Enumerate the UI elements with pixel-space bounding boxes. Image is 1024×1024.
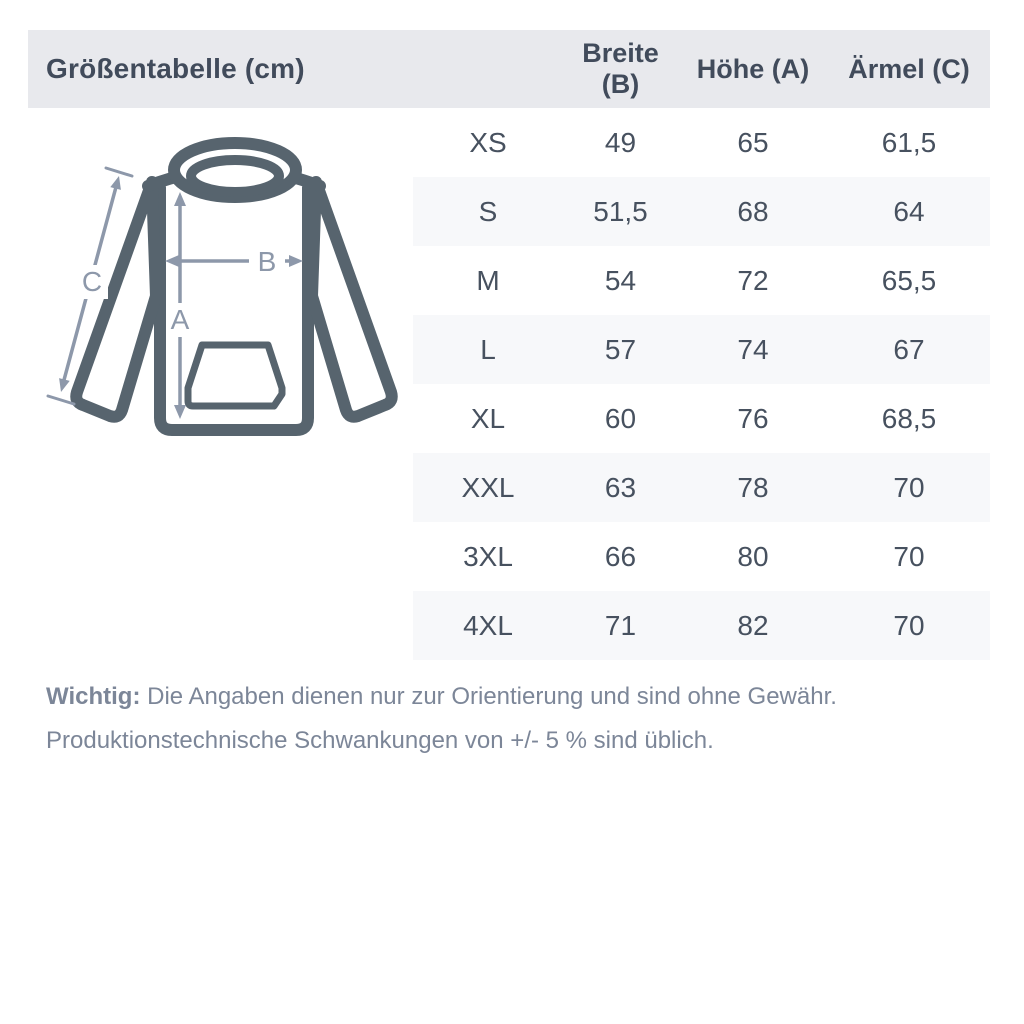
table-header-row <box>413 30 990 108</box>
disclaimer-line-2: Produktionstechnische Schwankungen von +/- 5 % sind üblich. <box>46 727 714 754</box>
arrowhead-c-bottom <box>59 378 70 392</box>
hoehe-cell: 82 <box>737 609 769 641</box>
table-row <box>413 177 990 246</box>
breite-cell: 71 <box>604 609 637 641</box>
breite-cell: 60 <box>604 402 637 434</box>
hoehe-cell: 65 <box>737 126 769 158</box>
breite-cell: 54 <box>604 264 637 296</box>
dimension-label-b: B <box>257 246 277 277</box>
breite-cell: 66 <box>604 540 637 572</box>
hoehe-cell: 78 <box>737 471 769 503</box>
size-cell: XL <box>470 402 506 434</box>
size-chart-sheet <box>28 30 990 990</box>
breite-cell: 49 <box>604 126 637 158</box>
breite-cell: 51,5 <box>593 195 648 227</box>
table-row <box>413 246 990 315</box>
hoodie-pocket <box>188 345 282 406</box>
table-row <box>413 384 990 453</box>
size-cell: S <box>478 195 498 227</box>
breite-cell: 57 <box>604 333 637 365</box>
table-row <box>413 315 990 384</box>
disclaimer-note <box>46 675 976 763</box>
dimension-label-c: C <box>81 266 103 297</box>
size-cell: 4XL <box>463 609 513 641</box>
hoehe-cell: 74 <box>737 333 769 365</box>
aermel-cell: 70 <box>893 609 925 641</box>
size-cell: 3XL <box>463 540 513 572</box>
column-header-aermel: Ärmel (C) <box>848 53 970 84</box>
dimension-tick-c-top <box>106 168 132 176</box>
aermel-cell: 68,5 <box>881 402 937 434</box>
table-row <box>413 591 990 660</box>
hoodie-measurement-diagram <box>40 130 420 462</box>
hoodie-icon <box>40 130 420 462</box>
aermel-cell: 70 <box>893 471 925 503</box>
page-title: Größentabelle (cm) <box>46 53 305 84</box>
aermel-cell: 65,5 <box>881 264 937 296</box>
aermel-cell: 67 <box>893 333 925 365</box>
aermel-cell: 61,5 <box>881 126 937 158</box>
hoodie-left-sleeve <box>76 182 156 417</box>
disclaimer-lead: Wichtig: <box>46 683 141 710</box>
dimension-label-a: A <box>170 304 190 335</box>
hoodie-right-sleeve <box>312 182 392 417</box>
aermel-cell: 70 <box>893 540 925 572</box>
size-cell: XXL <box>461 471 515 503</box>
size-cell: L <box>480 333 496 365</box>
size-cell: M <box>476 264 500 296</box>
size-table <box>413 30 990 660</box>
column-header-breite: Breite (B) <box>582 38 659 99</box>
table-row <box>413 108 990 177</box>
breite-cell: 63 <box>604 471 637 503</box>
aermel-cell: 64 <box>893 195 925 227</box>
hood-inner-ring <box>191 160 279 192</box>
table-row <box>413 453 990 522</box>
hoehe-cell: 72 <box>737 264 769 296</box>
hoehe-cell: 80 <box>737 540 769 572</box>
column-header-hoehe: Höhe (A) <box>696 53 810 84</box>
arrowhead-c-top <box>110 176 121 190</box>
disclaimer-line-1: Wichtig: Die Angaben dienen nur zur Orientierung und sind ohne Gewähr. <box>46 683 837 710</box>
dimension-tick-c-bottom <box>48 396 74 404</box>
size-cell: XS <box>469 126 507 158</box>
table-row <box>413 522 990 591</box>
hoehe-cell: 68 <box>737 195 769 227</box>
hoehe-cell: 76 <box>737 402 769 434</box>
